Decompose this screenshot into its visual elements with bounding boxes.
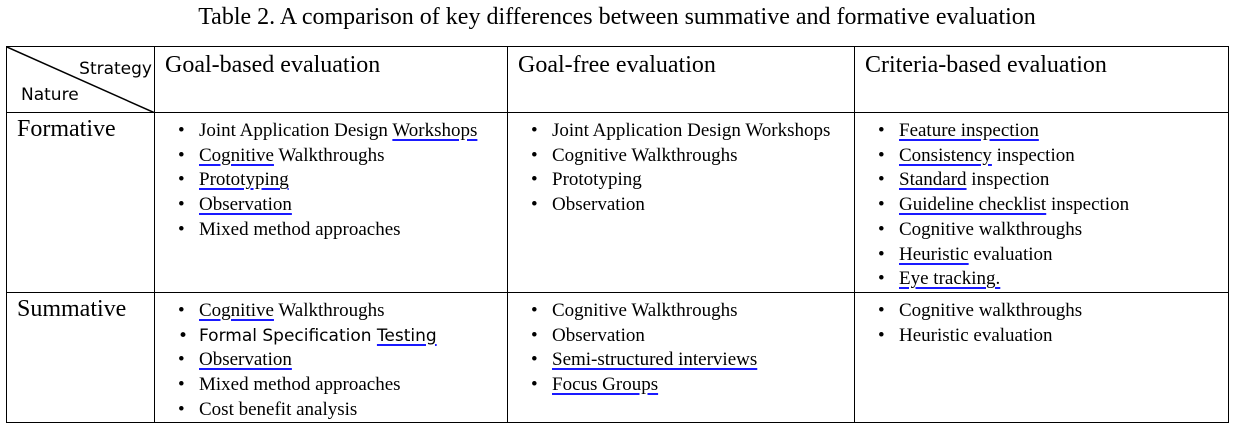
list-item: • Focus Groups — [552, 373, 846, 398]
header-criteria-based: Criteria-based evaluation — [855, 47, 1229, 113]
list-item: • Standard inspection — [899, 168, 1220, 193]
list-item: • Observation — [552, 324, 846, 349]
strategy-label: Strategy — [79, 59, 152, 79]
summative-goal-based-list — [155, 293, 507, 423]
list-item: • Cognitive Walkthroughs — [552, 299, 846, 324]
formative-goal-based-cell — [155, 113, 508, 293]
summative-criteria-based-list — [855, 293, 1228, 348]
list-item: • Cognitive Walkthroughs — [199, 299, 499, 324]
nature-label: Nature — [21, 85, 79, 105]
formative-goal-free-cell — [508, 113, 855, 293]
list-item: • Semi-structured interviews — [552, 348, 846, 373]
list-item: • Prototyping — [552, 168, 846, 193]
list-item: • Observation — [552, 193, 846, 218]
summative-criteria-based-cell — [855, 292, 1229, 423]
row-label-summative: Summative — [7, 292, 155, 423]
list-item: • Mixed method approaches — [199, 218, 499, 243]
table-caption: Table 2. A comparison of key differences between summative and formative evaluation — [198, 4, 1036, 30]
header-row — [7, 47, 1229, 113]
list-item: • Joint Application Design Workshops — [552, 119, 846, 144]
list-item: • Eye tracking. — [899, 267, 1220, 292]
summative-goal-based-cell — [155, 292, 508, 423]
list-item: • Cognitive Walkthroughs — [199, 144, 499, 169]
list-item: • Observation — [199, 193, 499, 218]
formative-row — [7, 113, 1229, 293]
list-item: • Feature inspection — [899, 119, 1220, 144]
list-item: • Consistency inspection — [899, 144, 1220, 169]
comparison-table — [6, 46, 1229, 423]
corner-cell — [7, 47, 155, 113]
list-item: • Cognitive walkthroughs — [899, 218, 1220, 243]
row-label-formative: Formative — [7, 113, 155, 293]
header-goal-free: Goal-free evaluation — [508, 47, 855, 113]
list-item: • Joint Application Design Workshops — [199, 119, 499, 144]
list-item: • Cognitive walkthroughs — [899, 299, 1220, 324]
list-item: • Cost benefit analysis — [199, 398, 499, 423]
list-item: • Formal Specification Testing — [199, 324, 499, 349]
formative-goal-free-list — [508, 113, 854, 218]
list-item: • Heuristic evaluation — [899, 324, 1220, 349]
list-item: • Guideline checklist inspection — [899, 193, 1220, 218]
header-goal-based: Goal-based evaluation — [155, 47, 508, 113]
formative-criteria-based-cell — [855, 113, 1229, 293]
list-item: • Cognitive Walkthroughs — [552, 144, 846, 169]
summative-row — [7, 292, 1229, 423]
summative-goal-free-cell — [508, 292, 855, 423]
formative-criteria-based-list — [855, 113, 1228, 292]
summative-goal-free-list — [508, 293, 854, 398]
list-item: • Observation — [199, 348, 499, 373]
list-item: • Heuristic evaluation — [899, 243, 1220, 268]
list-item: • Prototyping — [199, 168, 499, 193]
list-item: • Mixed method approaches — [199, 373, 499, 398]
formative-goal-based-list — [155, 113, 507, 243]
